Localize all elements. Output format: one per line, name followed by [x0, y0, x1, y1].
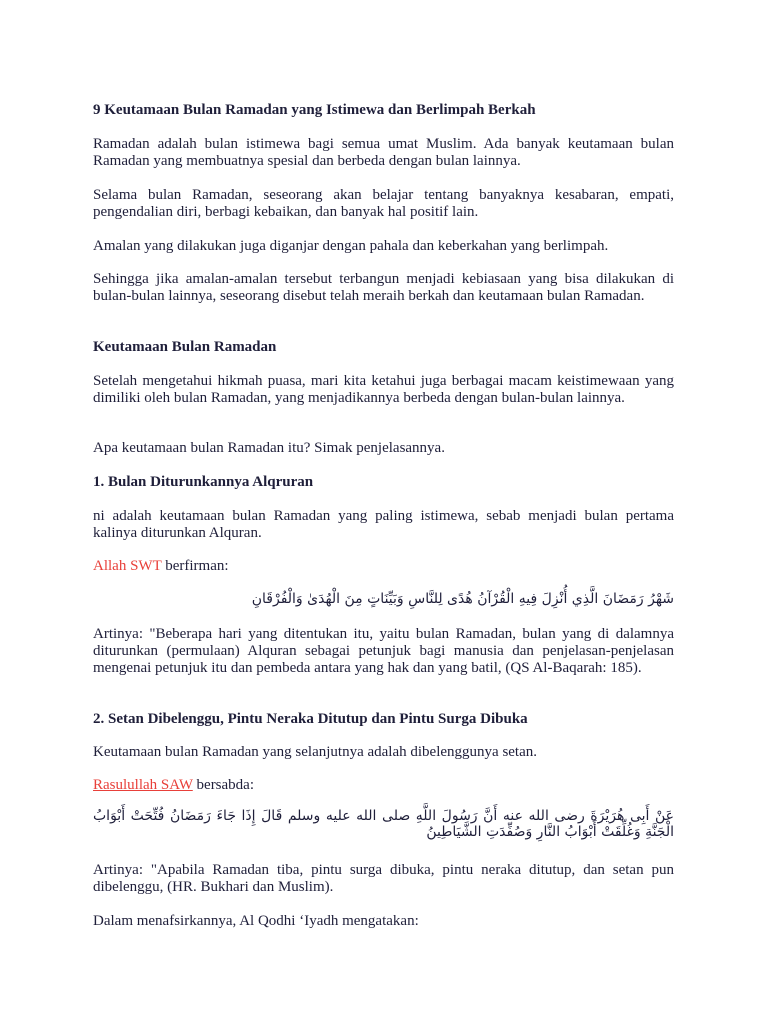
allah-line-rest: berfirman: — [161, 558, 229, 574]
rasul-line — [93, 777, 674, 794]
section-heading-2: 2. Setan Dibelenggu, Pintu Neraka Ditutup dan Pintu Surga Dibuka — [93, 711, 528, 727]
paragraph-ramadan-lessons: Selama bulan Ramadan, seseorang akan belajar tentang banyaknya kesabaran, empati, pengendalian diri, berbagi kebaikan, dan banyak hal positif lain. — [93, 187, 674, 220]
allah-line — [93, 558, 674, 575]
paragraph-artinya-1: Artinya: "Beberapa hari yang ditentukan itu, yaitu bulan Ramadan, bulan yang di dalamnya diturunkan (permulaan) Alquran sebagai petunjuk bagi manusia dan penjelasan-penjelasan mengenai petunjuk itu dan pembeda antara yang hak dan yang batil, (QS Al-Baqarah: 185). — [93, 626, 674, 676]
rasulullah-saw-link[interactable]: Rasulullah SAW — [93, 777, 193, 793]
arabic-verse-baqarah: شَهْرُ رَمَضَانَ الَّذِي أُنْزِلَ فِيهِ الْقُرْآنُ هُدًى لِلنَّاسِ وَبَيِّنَاتٍ مِنَ الْهُدَىٰ وَالْفُرْقَانِ — [251, 591, 674, 607]
section-heading-keutamaan: Keutamaan Bulan Ramadan — [93, 339, 277, 355]
section-heading-1: 1. Bulan Diturunkannya Alqruran — [93, 474, 314, 490]
paragraph-alquran: ni adalah keutamaan bulan Ramadan yang paling istimewa, sebab menjadi bulan pertama kalinya diturunkan Alquran. — [93, 508, 674, 541]
paragraph-setan: Keutamaan bulan Ramadan yang selanjutnya adalah dibelenggunya setan. — [93, 744, 538, 760]
paragraph-al-qodhi: Dalam menafsirkannya, Al Qodhi ‘Iyadh mengatakan: — [93, 913, 419, 929]
document-title: 9 Keutamaan Bulan Ramadan yang Istimewa dan Berlimpah Berkah — [93, 102, 536, 118]
paragraph-intro: Ramadan adalah bulan istimewa bagi semua umat Muslim. Ada banyak keutamaan bulan Ramadan yang membuatnya spesial dan berbeda dengan bulan lainnya. — [93, 136, 674, 169]
paragraph-reward: Amalan yang dilakukan juga diganjar dengan pahala dan keberkahan yang berlimpah. — [93, 238, 609, 254]
paragraph-keistimewaan: Setelah mengetahui hikmah puasa, mari kita ketahui juga berbagai macam keistimewaan yang dimiliki oleh bulan Ramadan, yang menjadikannya berbeda dengan bulan-bulan lainnya. — [93, 373, 674, 406]
rasul-line-rest: bersabda: — [192, 777, 255, 793]
paragraph-simak: Apa keutamaan bulan Ramadan itu? Simak penjelasannya. — [93, 440, 445, 456]
paragraph-artinya-2: Artinya: "Apabila Ramadan tiba, pintu surga dibuka, pintu neraka ditutup, dan setan pun dibelenggu, (HR. Bukhari dan Muslim). — [93, 862, 674, 895]
paragraph-habit: Sehingga jika amalan-amalan tersebut terbangun menjadi kebiasaan yang bisa dilakukan di bulan-bulan lainnya, seseorang disebut telah meraih berkah dan keutamaan bulan Ramadan. — [93, 271, 674, 304]
allah-swt-link[interactable]: Allah SWT — [93, 558, 162, 574]
arabic-hadith: عَنْ أَبِى هُرَيْرَةَ رضى الله عنه أَنَّ رَسُولَ اللَّهِ صلى الله عليه وسلم قَالَ إِذَا جَاءَ رَمَضَانُ فُتِّحَتْ أَبْوَابُ الْجَنَّةِ وَغُلِّقَتْ أَبْوَابُ النَّارِ وَصُفِّدَتِ الشَّيَاطِينُ — [93, 808, 674, 840]
